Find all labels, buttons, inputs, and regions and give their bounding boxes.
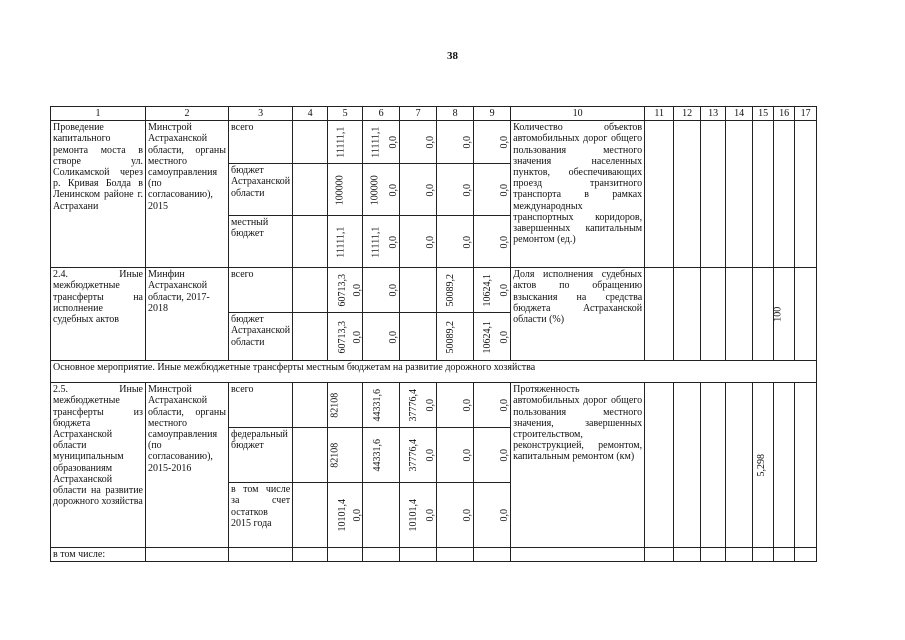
value-cell: 100000 (328, 164, 363, 216)
empty-cell (400, 548, 437, 562)
tail-cell: в том числе: (51, 548, 146, 562)
empty-cell (363, 548, 400, 562)
activity-cell: 2.5. Иные межбюджетные трансферты из бюджета Астраханской области муниципальным образованиям Астраханской области на развитие дорожного хозяйства (51, 383, 146, 548)
value-cell: 0,0 (437, 428, 474, 483)
header-cell: 7 (400, 107, 437, 121)
empty-cell (701, 268, 726, 361)
value-cell: 0,0 (400, 216, 437, 268)
indicator-cell: Количество объектов автомобильных дорог общего пользования местного значения населенных пунктов, обеспечивающих проезд транзитного транспорта в рамках международных транспортных коридоров, завершенных капитальным ремонтом (ед.) (511, 121, 645, 268)
value-cell: 60713,3 (293, 268, 328, 313)
header-cell: 4 (293, 107, 328, 121)
header-cell: 10 (511, 107, 645, 121)
empty-cell (726, 268, 753, 361)
empty-cell (437, 548, 474, 562)
value-cell: 0,0 (363, 268, 400, 313)
value-cell: 100 (753, 268, 774, 361)
header-cell: 15 (753, 107, 774, 121)
header-cell: 6 (363, 107, 400, 121)
value-cell: 0,0 (437, 164, 474, 216)
value-cell: 0,0 (437, 483, 474, 548)
value-cell: 10624,1 (437, 268, 474, 313)
value-cell: 44331,6 (328, 428, 363, 483)
value-cell: 82108 (293, 428, 328, 483)
value-cell: 11111,1 (293, 216, 328, 268)
header-cell: 1 (51, 107, 146, 121)
empty-cell (795, 383, 817, 548)
header-cell: 3 (229, 107, 293, 121)
value-cell: 0,0 (474, 164, 511, 216)
value-cell: 0,0 (474, 313, 511, 361)
empty-cell (753, 121, 774, 268)
header-cell: 14 (726, 107, 753, 121)
indicator-cell: Протяженность автомобильных дорог общего пользования местного значения, завершенных строительством, реконструкцией, ремонтом, капитальным ремонтом (км) (511, 383, 645, 548)
value-cell: 37776,4 (363, 383, 400, 428)
value-cell: 0,0 (400, 383, 437, 428)
header-row (51, 107, 817, 121)
value-cell: 0,0 (363, 121, 400, 164)
budget-table (50, 106, 817, 562)
table-row (51, 548, 817, 562)
empty-cell (674, 383, 701, 548)
value-cell: 0,0 (474, 216, 511, 268)
empty-cell (753, 548, 774, 562)
value-cell: 0,0 (400, 483, 437, 548)
value-cell: 60713,3 (293, 313, 328, 361)
value-cell: 0,0 (474, 483, 511, 548)
header-cell: 17 (795, 107, 817, 121)
empty-cell (474, 548, 511, 562)
header-cell: 2 (146, 107, 229, 121)
value-cell: 0,0 (437, 216, 474, 268)
value-cell: 0,0 (363, 313, 400, 361)
empty-cell (328, 548, 363, 562)
value-cell: 5,298 (726, 383, 753, 548)
value-cell: 10101,4 (363, 483, 400, 548)
value-cell: 0,0 (474, 428, 511, 483)
value-cell: 11111,1 (328, 216, 363, 268)
empty-cell (645, 268, 674, 361)
table-row (51, 361, 817, 383)
empty-cell (726, 548, 753, 562)
table-row (51, 121, 817, 164)
empty-cell (645, 548, 674, 562)
value-cell: 37776,4 (363, 428, 400, 483)
value-cell: 0,0 (474, 121, 511, 164)
executor-cell: Минфин Астраханской области, 2017-2018 (146, 268, 229, 361)
source-cell: федеральный бюджет (229, 428, 293, 483)
empty-cell (795, 268, 817, 361)
source-cell: всего (229, 121, 293, 164)
value-cell: 0,0 (328, 313, 363, 361)
empty-cell (674, 268, 701, 361)
page-number: 38 (447, 50, 458, 62)
value-cell: 0,0 (328, 268, 363, 313)
value-cell: 0,0 (400, 428, 437, 483)
value-cell: 10101,4 (293, 483, 328, 548)
value-cell: 11111,1 (293, 121, 328, 164)
source-cell: местный бюджет (229, 216, 293, 268)
value-cell: 0,0 (328, 483, 363, 548)
header-cell: 5 (328, 107, 363, 121)
source-cell: всего (229, 383, 293, 428)
value-cell: 0,0 (474, 268, 511, 313)
empty-cell (511, 548, 645, 562)
value-cell: 44331,6 (328, 383, 363, 428)
value-cell: 82108 (293, 383, 328, 428)
source-cell: бюджет Астраханской области (229, 313, 293, 361)
empty-cell (674, 548, 701, 562)
value-cell: 0,0 (474, 383, 511, 428)
indicator-cell: Доля исполнения судебных актов по обращению взыскания на средства бюджета Астраханской области (%) (511, 268, 645, 361)
empty-cell (701, 548, 726, 562)
empty-cell (774, 548, 795, 562)
table-row (51, 268, 817, 313)
empty-cell (701, 121, 726, 268)
empty-cell (774, 383, 795, 548)
empty-cell (674, 121, 701, 268)
value-cell: 50089,2 (400, 268, 437, 313)
source-cell: в том числе за счет остатков 2015 года (229, 483, 293, 548)
empty-cell (293, 548, 328, 562)
empty-cell (229, 548, 293, 562)
empty-cell (645, 121, 674, 268)
main-event-row: Основное мероприятие. Иные межбюджетные трансферты местным бюджетам на развитие дорожного хозяйства (51, 361, 817, 383)
empty-cell (701, 383, 726, 548)
executor-cell: Минстрой Астраханской области, органы местного самоуправления (по согласованию), 2015 (146, 121, 229, 268)
value-cell: 0,0 (363, 216, 400, 268)
header-cell: 8 (437, 107, 474, 121)
value-cell: 0,0 (400, 164, 437, 216)
header-cell: 13 (701, 107, 726, 121)
activity-cell: 2.4. Иные межбюджетные трансферты на исполнение судебных актов (51, 268, 146, 361)
empty-cell (774, 121, 795, 268)
header-cell: 9 (474, 107, 511, 121)
value-cell: 100000 (293, 164, 328, 216)
table-row (51, 383, 817, 428)
value-cell: 0,0 (437, 121, 474, 164)
value-cell: 10624,1 (437, 313, 474, 361)
value-cell: 0,0 (437, 383, 474, 428)
executor-cell: Минстрой Астраханской области, органы местного самоуправления (по согласованию), 2015-2016 (146, 383, 229, 548)
value-cell: 0,0 (400, 121, 437, 164)
empty-cell (645, 383, 674, 548)
empty-cell (726, 121, 753, 268)
header-cell: 12 (674, 107, 701, 121)
activity-cell: Проведение капитального ремонта моста в створе ул. Соликамской через р. Кривая Болда в Ленинском районе г. Астрахани (51, 121, 146, 268)
header-cell: 16 (774, 107, 795, 121)
value-cell: 50089,2 (400, 313, 437, 361)
header-cell: 11 (645, 107, 674, 121)
source-cell: бюджет Астраханской области (229, 164, 293, 216)
empty-cell (795, 548, 817, 562)
source-cell: всего (229, 268, 293, 313)
empty-cell (146, 548, 229, 562)
value-cell: 0,0 (363, 164, 400, 216)
empty-cell (795, 121, 817, 268)
value-cell: 11111,1 (328, 121, 363, 164)
